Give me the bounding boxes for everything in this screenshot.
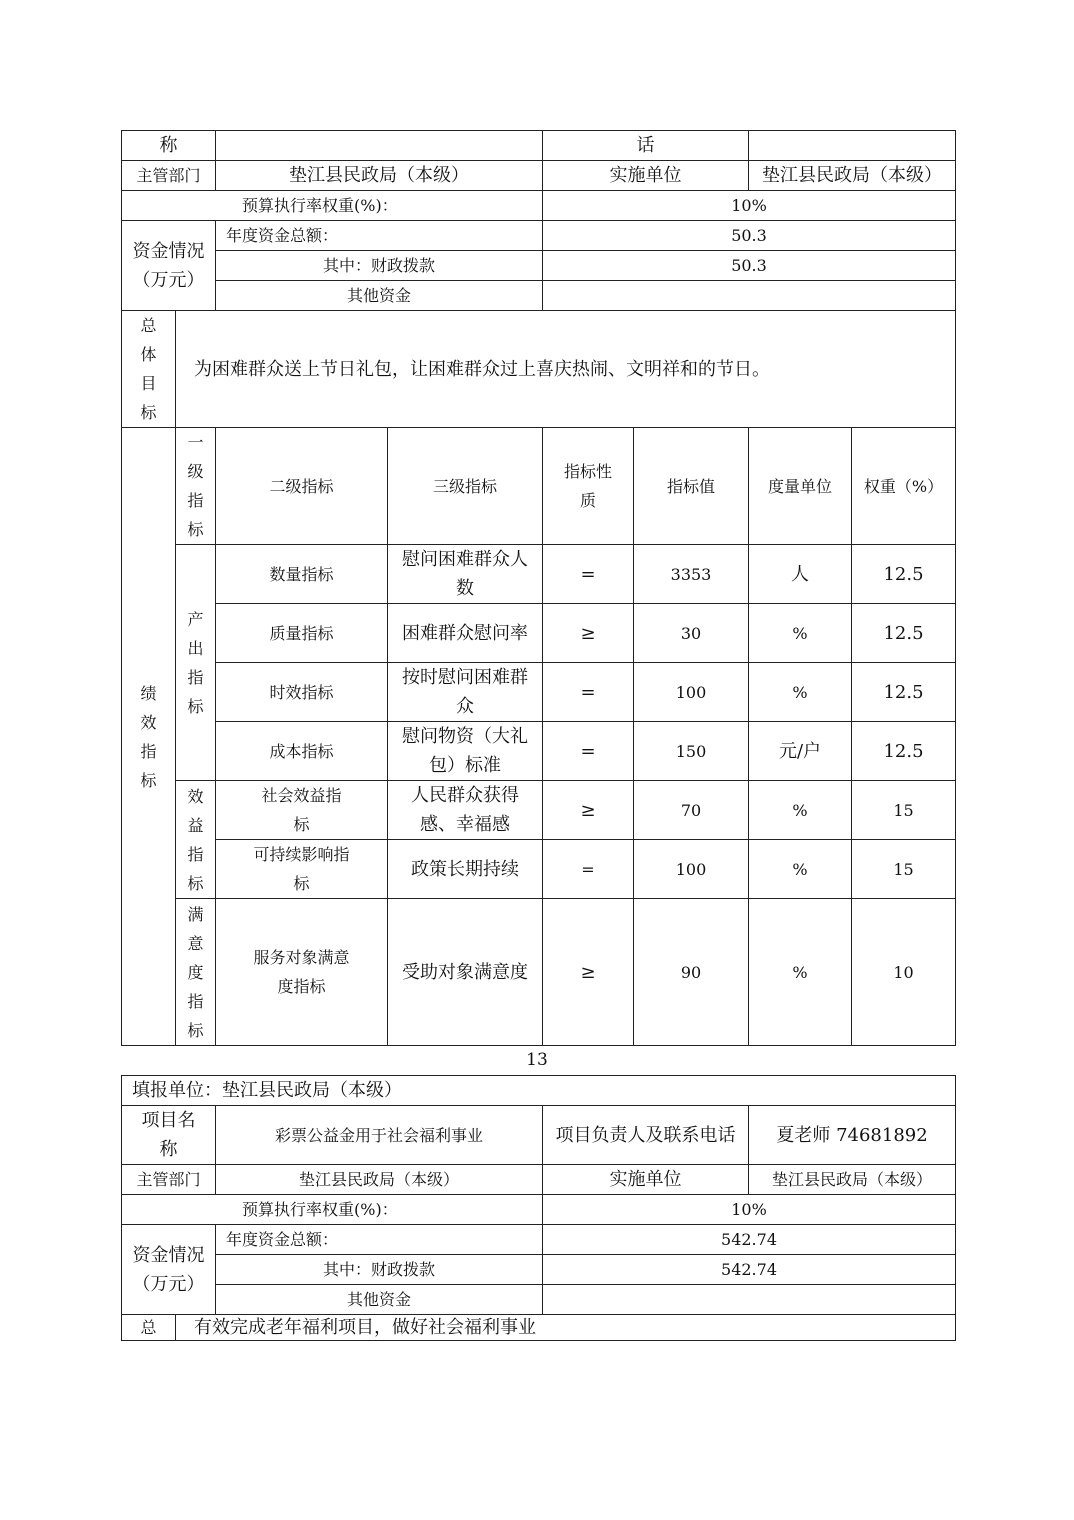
- row-weight: 12.5: [852, 545, 956, 604]
- header-nature: 指标性质: [543, 428, 634, 545]
- row-l2: 社会效益指标: [216, 781, 388, 840]
- dept-value: 垫江县民政局（本级）: [216, 161, 543, 191]
- reporter: 填报单位：垫江县民政局（本级）: [122, 1076, 956, 1106]
- fund-fiscal-value: 50.3: [543, 251, 956, 281]
- row-l3: 慰问物资（大礼包）标准: [388, 722, 543, 781]
- budget-weight-value: 10%: [543, 1195, 956, 1225]
- fund-total-label: 年度资金总额：: [216, 221, 543, 251]
- row-value: 90: [634, 899, 749, 1046]
- fund-other-value: [543, 1285, 956, 1315]
- perf-label: 绩效指标: [122, 428, 176, 1046]
- row-l2: 数量指标: [216, 545, 388, 604]
- group-output: 产出指标: [176, 545, 216, 781]
- fund-other-label: 其他资金: [216, 1285, 543, 1315]
- dept-label: 主管部门: [122, 1165, 216, 1195]
- row-weight: 15: [852, 840, 956, 899]
- page-number: 13: [526, 1050, 548, 1070]
- project-name-value: 彩票公益金用于社会福利事业: [216, 1106, 543, 1165]
- fund-other-value: [543, 281, 956, 311]
- budget-weight-label: 预算执行率权重(%)：: [122, 1195, 543, 1225]
- performance-table-1: [121, 130, 956, 1046]
- project-name-label: 称: [122, 131, 216, 161]
- row-weight: 15: [852, 781, 956, 840]
- row-nature: =: [543, 722, 634, 781]
- header-value: 指标值: [634, 428, 749, 545]
- row-unit: %: [749, 663, 852, 722]
- row-unit: %: [749, 604, 852, 663]
- row-unit: %: [749, 840, 852, 899]
- contact-value: 夏老师 74681892: [749, 1106, 956, 1165]
- row-unit: 人: [749, 545, 852, 604]
- goal-text: 为困难群众送上节日礼包，让困难群众过上喜庆热闹、文明祥和的节日。: [176, 311, 956, 428]
- row-l3: 慰问困难群众人数: [388, 545, 543, 604]
- impl-unit-label: 实施单位: [543, 161, 749, 191]
- goal-text: 有效完成老年福利项目，做好社会福利事业: [176, 1315, 956, 1341]
- budget-weight-value: 10%: [543, 191, 956, 221]
- row-l2: 成本指标: [216, 722, 388, 781]
- row-unit: %: [749, 781, 852, 840]
- fund-fiscal-label: 其中：财政拨款: [216, 1255, 543, 1285]
- header-level2: 二级指标: [216, 428, 388, 545]
- row-value: 150: [634, 722, 749, 781]
- row-l3: 按时慰问困难群众: [388, 663, 543, 722]
- contact-label: 项目负责人及联系电话: [543, 1106, 749, 1165]
- impl-unit-label: 实施单位: [543, 1165, 749, 1195]
- impl-unit-value: 垫江县民政局（本级）: [749, 1165, 956, 1195]
- row-l2: 质量指标: [216, 604, 388, 663]
- row-nature: ≥: [543, 899, 634, 1046]
- row-l2: 服务对象满意度指标: [216, 899, 388, 1046]
- row-weight: 12.5: [852, 604, 956, 663]
- row-weight: 12.5: [852, 722, 956, 781]
- row-value: 3353: [634, 545, 749, 604]
- header-unit: 度量单位: [749, 428, 852, 545]
- row-l3: 困难群众慰问率: [388, 604, 543, 663]
- header-level3: 三级指标: [388, 428, 543, 545]
- contact-value: [749, 131, 956, 161]
- goal-label: 总: [122, 1315, 176, 1341]
- row-unit: 元/户: [749, 722, 852, 781]
- fund-label: 资金情况（万元）: [122, 221, 216, 311]
- budget-weight-label: 预算执行率权重(%)：: [122, 191, 543, 221]
- row-l3: 政策长期持续: [388, 840, 543, 899]
- row-weight: 12.5: [852, 663, 956, 722]
- row-value: 100: [634, 840, 749, 899]
- fund-other-label: 其他资金: [216, 281, 543, 311]
- group-satisfaction: 满意度指标: [176, 899, 216, 1046]
- row-l3: 人民群众获得感、幸福感: [388, 781, 543, 840]
- header-level1: 一级指标: [176, 428, 216, 545]
- impl-unit-value: 垫江县民政局（本级）: [749, 161, 956, 191]
- row-value: 70: [634, 781, 749, 840]
- fund-fiscal-label: 其中：财政拨款: [216, 251, 543, 281]
- row-l2: 时效指标: [216, 663, 388, 722]
- dept-value: 垫江县民政局（本级）: [216, 1165, 543, 1195]
- performance-table-2: [121, 1075, 956, 1341]
- row-unit: %: [749, 899, 852, 1046]
- contact-label: 话: [543, 131, 749, 161]
- row-l2: 可持续影响指标: [216, 840, 388, 899]
- fund-label: 资金情况（万元）: [122, 1225, 216, 1315]
- row-nature: ≥: [543, 781, 634, 840]
- fund-total-value: 542.74: [543, 1225, 956, 1255]
- goal-label: 总体目标: [122, 311, 176, 428]
- row-nature: =: [543, 663, 634, 722]
- header-weight: 权重（%）: [852, 428, 956, 545]
- group-benefit: 效益指标: [176, 781, 216, 899]
- row-weight: 10: [852, 899, 956, 1046]
- fund-total-label: 年度资金总额：: [216, 1225, 543, 1255]
- project-name-label: 项目名称: [122, 1106, 216, 1165]
- row-nature: =: [543, 545, 634, 604]
- row-nature: =: [543, 840, 634, 899]
- project-name-value: [216, 131, 543, 161]
- dept-label: 主管部门: [122, 161, 216, 191]
- row-l3: 受助对象满意度: [388, 899, 543, 1046]
- row-value: 100: [634, 663, 749, 722]
- row-nature: ≥: [543, 604, 634, 663]
- row-value: 30: [634, 604, 749, 663]
- fund-total-value: 50.3: [543, 221, 956, 251]
- fund-fiscal-value: 542.74: [543, 1255, 956, 1285]
